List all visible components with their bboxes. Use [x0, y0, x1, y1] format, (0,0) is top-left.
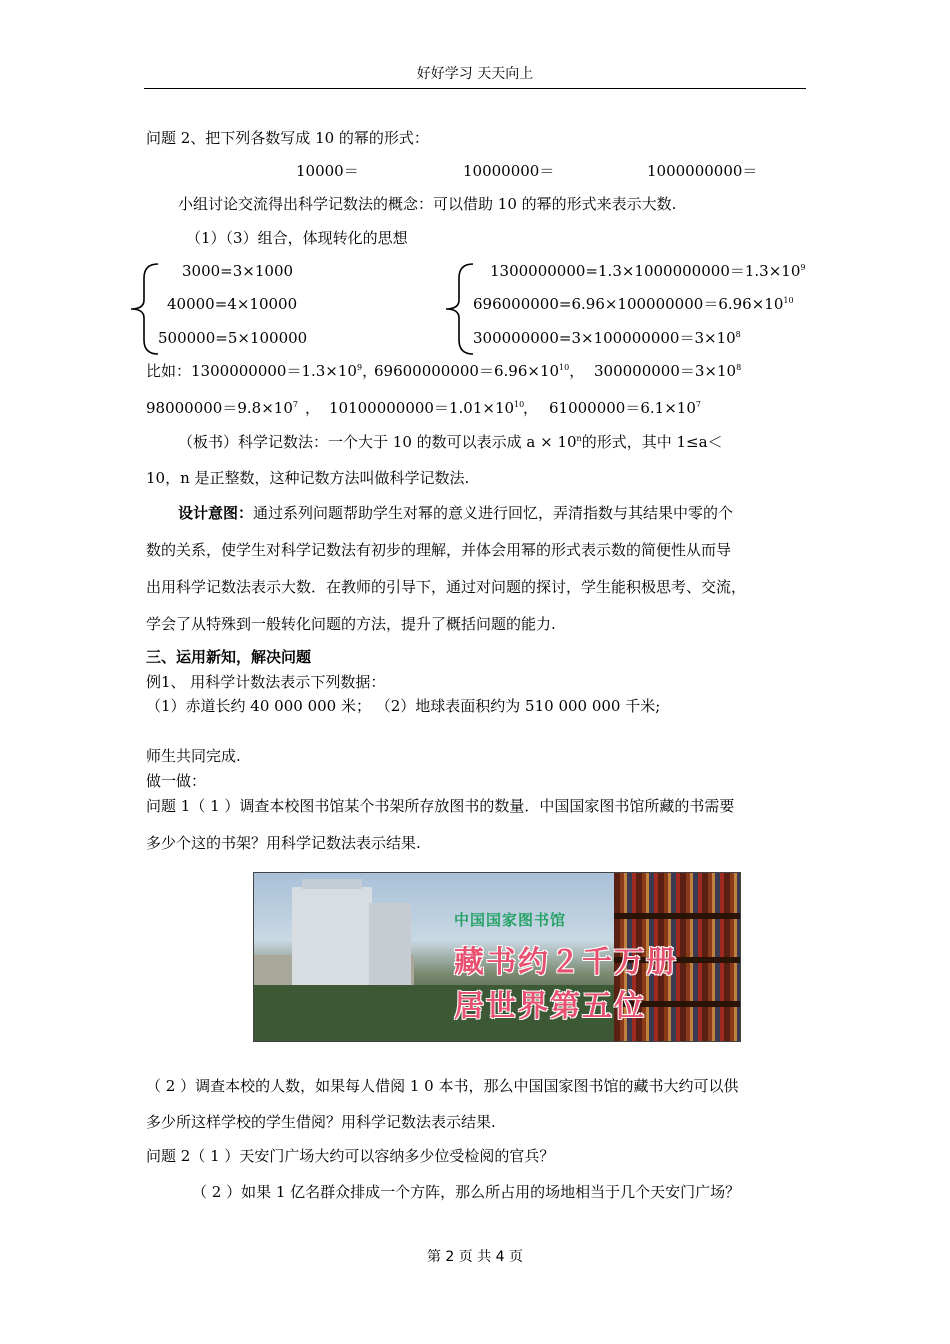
example1-items: （1）赤道长约 40 000 000 米； （2）地球表面积约为 510 000 000 千米; — [146, 697, 661, 715]
page-footer: 第 2 页 共 4 页 — [426, 1249, 524, 1265]
left-group-line-3: 500000=5×100000 — [158, 329, 308, 347]
design-line-2: 数的关系，使学生对科学记数法有初步的理解，并体会用幂的形式表示数的简便性从而导 — [146, 541, 732, 559]
q1-line-1: 问题 1（ 1 ）调查本校图书馆某个书架所存放图书的数量．中国国家图书馆所藏的书需要 — [146, 797, 735, 815]
right-group-line-2: $696000000=6.96\times 100000000=6.96\times 10^{10}$ — [473, 295, 794, 313]
examples-row-1-item-2: $69600000000=6.96\times 10^{10}$， — [374, 362, 585, 380]
left-group-line-1: 3000=3×1000 — [182, 262, 294, 280]
right-brace-icon — [443, 262, 477, 356]
problem2-item-2: 10000000＝ — [463, 162, 555, 180]
examples-row-2-sep-2: ， — [523, 399, 539, 417]
design-label: 设计意图： — [178, 504, 254, 522]
problem2-item-1: 10000＝ — [296, 162, 359, 180]
together-text: 师生共同完成. — [146, 747, 241, 765]
page-header: 好好学习 天天向上 — [416, 66, 534, 82]
left-group-line-2: 40000=4×10000 — [167, 295, 298, 313]
examples-row-1-item-3: $300000000=3\times 10^8$ — [594, 362, 742, 380]
q1-line-2: 多少个这的书架？用科学记数法表示结果. — [146, 834, 421, 852]
examples-row-2-item-3: $61000000=6.1\times 10^7$ — [549, 399, 701, 417]
concept-intro: 小组讨论交流得出科学记数法的概念：可以借助 10 的幂的形式来表示大数. — [178, 195, 677, 213]
design-line-4: 学会了从特殊到一般转化问题的方法，提升了概括问题的能力. — [146, 615, 556, 633]
right-group-line-1: $1300000000=1.3\times 1000000000=1.3\times 10^9$ — [490, 262, 806, 280]
q2-line-2: （ 2 ）如果 1 亿名群众排成一个方阵，那么所占用的场地相当于几个天安门广场？ — [192, 1183, 741, 1201]
try-it-label: 做一做： — [146, 772, 207, 790]
left-brace-icon — [128, 262, 162, 356]
library-photo — [253, 872, 741, 1042]
q1b-line-2: 多少所这样学校的学生借阅？用科学记数法表示结果. — [146, 1113, 496, 1131]
header-rule — [144, 88, 806, 89]
definition-line-1: （板书）科学记数法：一个大于 10 的数可以表示成 $a \times 10^n$的形式，其中 1≤a＜ — [178, 433, 723, 451]
definition-line-2: 10，n 是正整数，这种记数方法叫做科学记数法. — [146, 469, 470, 487]
section3-title: 三、运用新知，解决问题 — [146, 648, 312, 666]
q2-line-1: 问题 2（ 1 ）天安门广场大约可以容纳多少位受检阅的官兵？ — [146, 1147, 555, 1165]
q1b-line-1: （ 2 ）调查本校的人数，如果每人借阅 1 0 本书，那么中国国家图书馆的藏书大约可以供 — [146, 1077, 739, 1095]
right-group-line-3: $300000000=3\times 100000000=3\times 10^8$ — [473, 329, 741, 347]
problem2-title: 问题 2、把下列各数写成 10 的幂的形式： — [146, 129, 429, 147]
examples-row-2-item-2: $10100000000=1.01\times 10^{10}$ — [329, 399, 525, 417]
photo-line-1: 藏书约２千万册 — [454, 945, 678, 980]
photo-line-2: 居世界第五位 — [454, 989, 646, 1024]
photo-subtitle: 中国国家图书馆 — [454, 911, 567, 929]
problem2-item-3: 1000000000＝ — [647, 162, 758, 180]
design-line-1: 设计意图：通过系列问题帮助学生对幂的意义进行回忆，弄清指数与其结果中零的个 — [178, 504, 734, 522]
examples-row-2-item-1: $98000000=9.8\times 10^7$ — [146, 399, 298, 417]
examples-row-1: 比如：$1300000000=1.3\times 10^9$， — [146, 362, 378, 380]
examples-row-2-sep-1: ， — [305, 399, 321, 417]
design-line-3: 出用科学记数法表示大数．在教师的引导下，通过对问题的探讨，学生能积极思考、交流， — [146, 578, 747, 596]
group-note: （1）（3）组合，体现转化的思想 — [186, 229, 408, 247]
example1-title: 例1、 用科学计数法表示下列数据： — [146, 673, 386, 691]
